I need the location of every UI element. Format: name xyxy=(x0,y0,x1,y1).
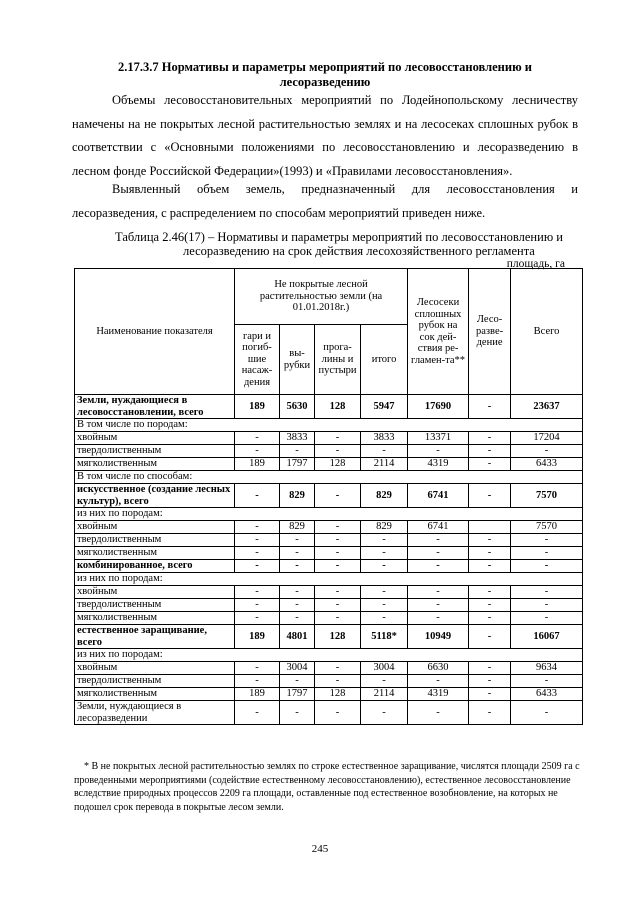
table-row xyxy=(75,471,583,484)
table-row xyxy=(75,419,583,432)
row-cell: - xyxy=(469,432,511,445)
row-cell: 6741 xyxy=(408,484,469,508)
row-label: хвойным xyxy=(75,432,235,445)
row-cell: - xyxy=(469,484,511,508)
row-cell: - xyxy=(315,662,361,675)
table-unit: площадь, га xyxy=(506,258,565,270)
row-cell: - xyxy=(511,445,583,458)
row-cell: 2114 xyxy=(361,458,408,471)
table-row xyxy=(75,701,583,725)
table-row xyxy=(75,445,583,458)
row-cell: - xyxy=(235,521,280,534)
row-cell: - xyxy=(235,547,280,560)
row-cell: 1797 xyxy=(280,688,315,701)
row-label: искусственное (создание лесных культур), всего xyxy=(75,484,235,508)
header-glades-wastelands: прога-лины и пустыри xyxy=(315,325,361,395)
row-label: мягколиственным xyxy=(75,688,235,701)
row-cell: - xyxy=(469,599,511,612)
row-cell: 189 xyxy=(235,458,280,471)
row-cell: - xyxy=(408,547,469,560)
row-cell: - xyxy=(280,445,315,458)
row-cell: 3833 xyxy=(280,432,315,445)
row-cell: 2114 xyxy=(361,688,408,701)
footnote: * В не покрытых лесной растительностью землях по строке естественное заращивание, числятся площади 2509 га с проведенными мероприятиями (содействие естественному лесовосстановлению), естественное лесовосстановление вследствие природных процессов 2209 га площади, оставленные под естественное возобновление, на которых не подошел срок перевода в покрытые лесом земли. xyxy=(74,761,580,813)
table-row xyxy=(75,649,583,662)
row-label: из них по породам: xyxy=(75,573,583,586)
header-uncovered-lands: Не покрытые лесной растительностью земли (на 01.01.2018г.) xyxy=(235,269,408,325)
row-cell: - xyxy=(469,612,511,625)
row-cell: 3004 xyxy=(361,662,408,675)
row-cell: 16067 xyxy=(511,625,583,649)
row-cell: - xyxy=(280,612,315,625)
row-cell: - xyxy=(469,662,511,675)
row-cell: - xyxy=(469,675,511,688)
row-cell: - xyxy=(315,599,361,612)
table-row xyxy=(75,458,583,471)
row-cell: - xyxy=(315,534,361,547)
table-row xyxy=(75,534,583,547)
row-cell: - xyxy=(280,534,315,547)
row-cell: - xyxy=(315,560,361,573)
table-row xyxy=(75,432,583,445)
row-cell: - xyxy=(235,599,280,612)
row-cell: 829 xyxy=(361,484,408,508)
row-cell: 829 xyxy=(361,521,408,534)
row-cell: - xyxy=(469,547,511,560)
row-label: В том числе по способам: xyxy=(75,471,583,484)
row-cell: - xyxy=(315,547,361,560)
row-cell xyxy=(469,521,511,534)
row-cell: 128 xyxy=(315,688,361,701)
row-cell: - xyxy=(315,586,361,599)
table-row xyxy=(75,586,583,599)
row-label: мягколиственным xyxy=(75,547,235,560)
row-cell: 4319 xyxy=(408,458,469,471)
table-row xyxy=(75,662,583,675)
row-cell: - xyxy=(408,560,469,573)
row-cell: - xyxy=(235,432,280,445)
table-body xyxy=(75,395,583,725)
row-label: Земли, нуждающиеся в лесовосстановлении, всего xyxy=(75,395,235,419)
page-number: 245 xyxy=(311,843,329,855)
table-caption-line-2: лесоразведению на срок действия лесохозяйственного регламента xyxy=(183,244,535,258)
row-cell: 4801 xyxy=(280,625,315,649)
table-row xyxy=(75,560,583,573)
row-cell: 13371 xyxy=(408,432,469,445)
row-cell: - xyxy=(361,675,408,688)
row-label: хвойным xyxy=(75,586,235,599)
row-cell: - xyxy=(408,701,469,725)
section-heading: 2.17.3.7 Нормативы и параметры мероприятий по лесовосстановлению и лесоразведению xyxy=(118,60,532,89)
row-cell: - xyxy=(235,612,280,625)
row-cell: - xyxy=(469,534,511,547)
row-cell: 6433 xyxy=(511,458,583,471)
row-cell: - xyxy=(469,458,511,471)
row-cell: 189 xyxy=(235,688,280,701)
row-cell: - xyxy=(469,445,511,458)
row-label: мягколиственным xyxy=(75,458,235,471)
header-subtotal: итого xyxy=(361,325,408,395)
row-cell: - xyxy=(280,586,315,599)
row-cell: - xyxy=(361,445,408,458)
row-cell: 189 xyxy=(235,625,280,649)
row-cell: - xyxy=(408,675,469,688)
row-cell: 5118* xyxy=(361,625,408,649)
row-cell: - xyxy=(315,432,361,445)
row-cell: - xyxy=(235,445,280,458)
row-label: из них по породам: xyxy=(75,508,583,521)
row-label: твердолиственным xyxy=(75,445,235,458)
row-label: твердолиственным xyxy=(75,675,235,688)
row-cell: - xyxy=(235,675,280,688)
row-cell: - xyxy=(235,534,280,547)
row-cell: 23637 xyxy=(511,395,583,419)
row-cell: - xyxy=(315,701,361,725)
row-cell: - xyxy=(361,599,408,612)
table-row xyxy=(75,612,583,625)
row-cell: - xyxy=(280,547,315,560)
row-cell: - xyxy=(469,560,511,573)
row-label: В том числе по породам: xyxy=(75,419,583,432)
header-afforestation: Лесо-разве-дение xyxy=(469,269,511,395)
table-caption-line-1: Таблица 2.46(17) – Нормативы и параметры мероприятий по лесовосстановлению и xyxy=(115,230,563,244)
row-cell: 128 xyxy=(315,458,361,471)
row-cell: 128 xyxy=(315,395,361,419)
row-cell: - xyxy=(315,445,361,458)
row-cell: 829 xyxy=(280,521,315,534)
row-cell: - xyxy=(408,612,469,625)
row-cell: - xyxy=(511,612,583,625)
row-cell: 1797 xyxy=(280,458,315,471)
row-cell: 5630 xyxy=(280,395,315,419)
row-cell: - xyxy=(235,701,280,725)
row-label: твердолиственным xyxy=(75,599,235,612)
row-cell: - xyxy=(511,560,583,573)
row-label: твердолиственным xyxy=(75,534,235,547)
row-cell: - xyxy=(280,599,315,612)
row-cell: - xyxy=(235,560,280,573)
row-cell: 3833 xyxy=(361,432,408,445)
row-cell: 5947 xyxy=(361,395,408,419)
row-cell: - xyxy=(280,701,315,725)
header-total: Всего xyxy=(511,269,583,395)
row-cell: 10949 xyxy=(408,625,469,649)
header-burnt-dead-stands: гари и погиб-шие насаж-дения xyxy=(235,325,280,395)
row-cell: - xyxy=(361,586,408,599)
reforestation-table xyxy=(74,268,583,725)
table-row xyxy=(75,508,583,521)
row-label: мягколиственным xyxy=(75,612,235,625)
row-cell: - xyxy=(511,701,583,725)
row-cell: 4319 xyxy=(408,688,469,701)
table-row xyxy=(75,521,583,534)
row-cell: - xyxy=(235,662,280,675)
row-cell: - xyxy=(408,445,469,458)
row-cell: - xyxy=(511,599,583,612)
row-cell: - xyxy=(315,675,361,688)
row-cell: 17690 xyxy=(408,395,469,419)
row-cell: - xyxy=(511,547,583,560)
header-name: Наименование показателя xyxy=(75,269,235,395)
row-cell: - xyxy=(511,534,583,547)
row-cell: - xyxy=(469,701,511,725)
row-cell: 128 xyxy=(315,625,361,649)
row-cell: 189 xyxy=(235,395,280,419)
table-row xyxy=(75,395,583,419)
row-cell: - xyxy=(469,625,511,649)
row-cell: - xyxy=(361,547,408,560)
row-cell: - xyxy=(280,675,315,688)
table-row xyxy=(75,547,583,560)
row-cell: - xyxy=(315,521,361,534)
row-cell: - xyxy=(315,612,361,625)
table-row xyxy=(75,675,583,688)
row-cell: - xyxy=(469,395,511,419)
table-row xyxy=(75,625,583,649)
row-cell: - xyxy=(469,586,511,599)
row-cell: 6741 xyxy=(408,521,469,534)
row-cell: - xyxy=(408,534,469,547)
row-cell: 7570 xyxy=(511,521,583,534)
row-cell: - xyxy=(469,688,511,701)
row-cell: 6433 xyxy=(511,688,583,701)
row-cell: - xyxy=(235,484,280,508)
row-cell: - xyxy=(280,560,315,573)
volume-paragraph: Выявленный объем земель, предназначенный для лесовосстановления и лесоразведения, с распределением по способам мероприятий приведен ниже. xyxy=(72,182,578,220)
row-cell: - xyxy=(408,599,469,612)
row-cell: - xyxy=(511,675,583,688)
header-cuttings: вы-рубки xyxy=(280,325,315,395)
row-cell: - xyxy=(361,560,408,573)
row-cell: - xyxy=(408,586,469,599)
table-row xyxy=(75,573,583,586)
table-row xyxy=(75,688,583,701)
row-cell: 9634 xyxy=(511,662,583,675)
table-row xyxy=(75,484,583,508)
row-label: комбинированное, всего xyxy=(75,560,235,573)
row-cell: 3004 xyxy=(280,662,315,675)
header-clearcut-plots: Лесосеки сплошных рубок на сок дей-ствия ре-гламен-та** xyxy=(408,269,469,395)
row-cell: 17204 xyxy=(511,432,583,445)
row-cell: 829 xyxy=(280,484,315,508)
row-cell: 7570 xyxy=(511,484,583,508)
row-label: хвойным xyxy=(75,521,235,534)
row-cell: - xyxy=(361,534,408,547)
table-caption xyxy=(115,230,595,258)
row-cell: - xyxy=(511,586,583,599)
row-label: естественное заращивание, всего xyxy=(75,625,235,649)
intro-paragraph: Объемы лесовосстановительных мероприятий по Лодейнопольскому лесничеству намечены на не покрытых лесной растительностью землях и на лесосеках сплошных рубок в соответствии с «Основными положениями по лесовосстановлению и лесоразведению в лесном фонде Российской Федерации»(1993) и «Правилами лесовосстановления». xyxy=(72,93,578,178)
row-cell: 6630 xyxy=(408,662,469,675)
row-cell: - xyxy=(315,484,361,508)
row-label: хвойным xyxy=(75,662,235,675)
row-cell: - xyxy=(361,701,408,725)
table-row xyxy=(75,599,583,612)
row-label: Земли, нуждающиеся в лесоразведении xyxy=(75,701,235,725)
row-label: из них по породам: xyxy=(75,649,583,662)
row-cell: - xyxy=(235,586,280,599)
row-cell: - xyxy=(361,612,408,625)
